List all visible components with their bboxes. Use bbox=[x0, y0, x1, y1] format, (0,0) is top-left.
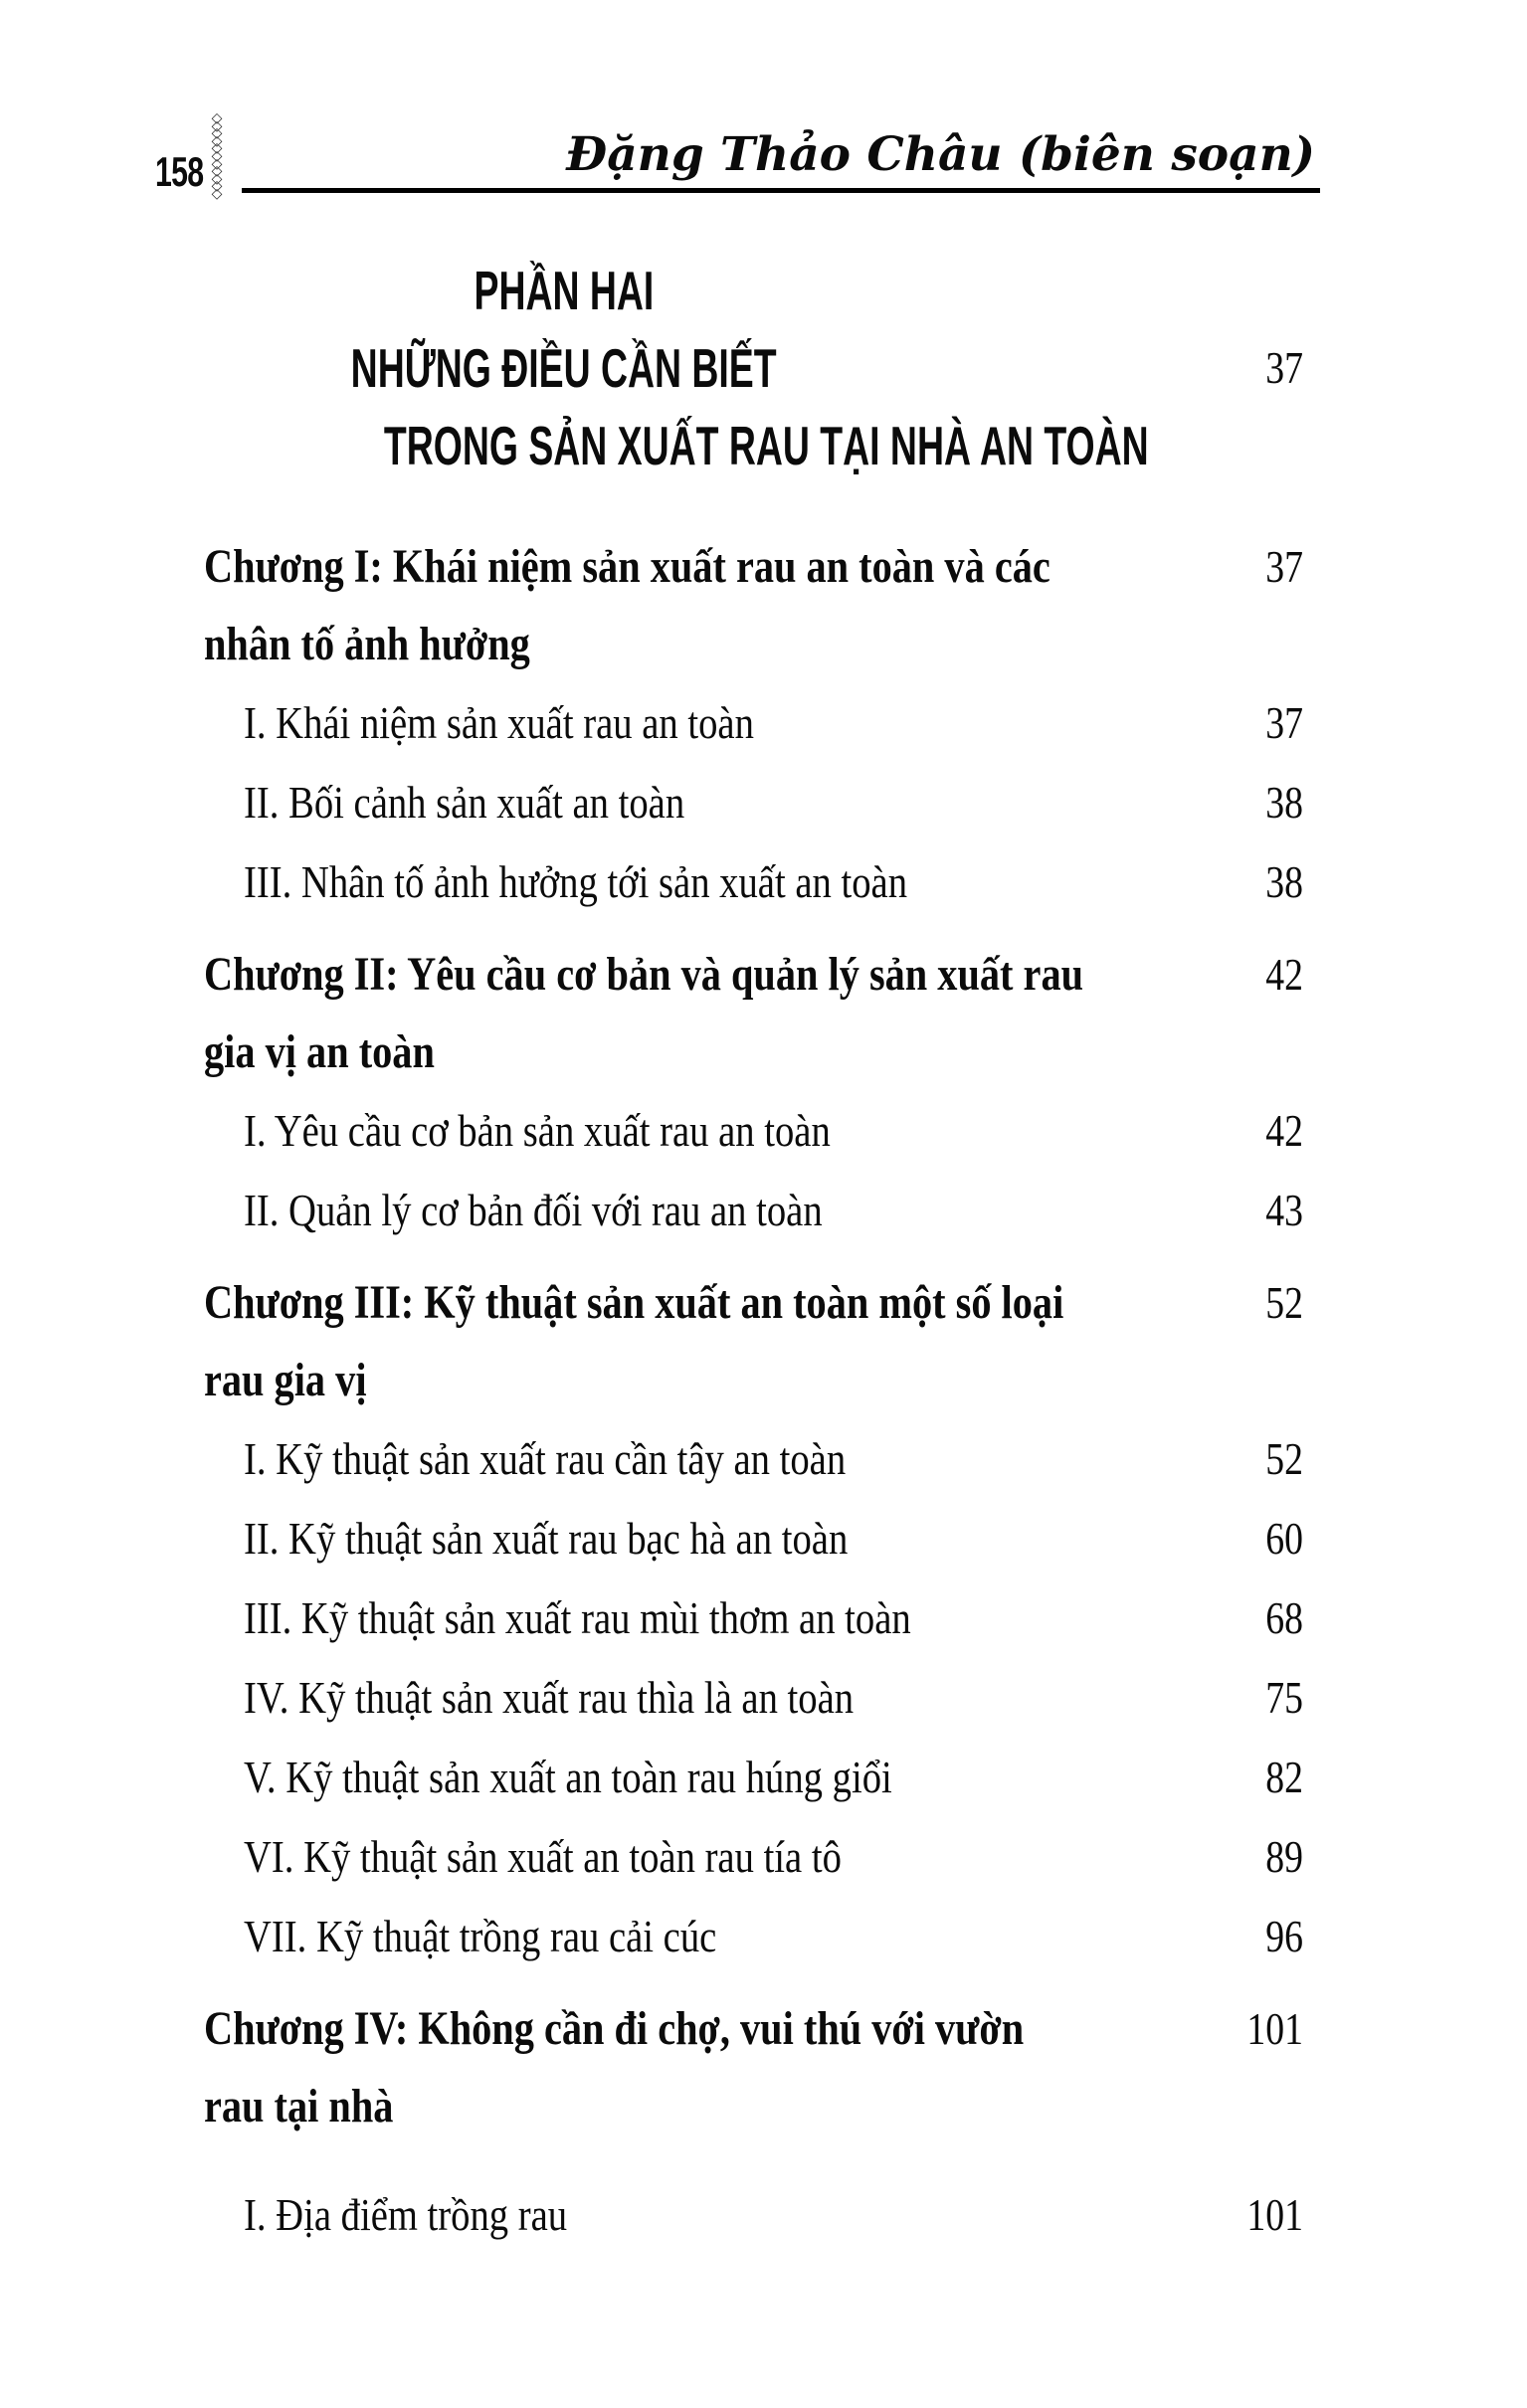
chapter-title bbox=[204, 528, 1194, 683]
page-number: 38 bbox=[1265, 777, 1303, 828]
page-number: 52 bbox=[1265, 1277, 1303, 1328]
toc-item-entry bbox=[204, 1499, 1303, 1578]
toc-item-entry bbox=[204, 842, 1303, 922]
chapter-title-line: Chương IV: Không cần đi chợ, vui thú với vườn bbox=[204, 2002, 1025, 2055]
item-title: II. Kỹ thuật sản xuất rau bạc hà an toàn bbox=[244, 1513, 849, 1564]
toc-item-entry bbox=[204, 1171, 1303, 1250]
chapter-title-line: rau gia vị bbox=[204, 1354, 367, 1406]
table-of-contents bbox=[204, 252, 1303, 2255]
toc-item-entry bbox=[204, 1738, 1303, 1817]
chapter-title-line: Chương III: Kỹ thuật sản xuất an toàn một số loại bbox=[204, 1276, 1064, 1329]
toc-item-entry bbox=[204, 763, 1303, 842]
item-title: V. Kỹ thuật sản xuất an toàn rau húng giổi bbox=[244, 1752, 892, 1802]
part-title bbox=[204, 252, 1149, 484]
running-header-author: Đặng Thảo Châu (biên soạn) bbox=[566, 127, 1315, 182]
page-number: 37 bbox=[1265, 697, 1303, 748]
part-title-line-3: TRONG SẢN XUẤT RAU TẠI NHÀ AN TOÀN bbox=[383, 415, 1149, 476]
page-number: 89 bbox=[1265, 1831, 1303, 1882]
header-rule bbox=[242, 188, 1320, 193]
toc-chapter-entry bbox=[204, 528, 1303, 683]
item-title: I. Kỹ thuật sản xuất rau cần tây an toàn bbox=[244, 1433, 847, 1484]
toc-chapter-entry bbox=[204, 936, 1303, 1091]
toc-item-entry bbox=[204, 1897, 1303, 1976]
toc-chapter-entry bbox=[204, 1264, 1303, 1419]
part-title-line-1: PHẦN HAI bbox=[474, 260, 655, 321]
part-title-row bbox=[204, 252, 1303, 484]
chapter-title-line: gia vị an toàn bbox=[204, 1025, 435, 1078]
item-title: VII. Kỹ thuật trồng rau cải cúc bbox=[244, 1911, 717, 1961]
chapter-title bbox=[204, 1990, 1194, 2145]
page-number: 101 bbox=[1246, 2003, 1303, 2054]
toc-item-entry bbox=[204, 1578, 1303, 1658]
page-number: 37 bbox=[1265, 342, 1303, 393]
page-number: 42 bbox=[1265, 949, 1303, 1000]
toc-item-entry bbox=[204, 1091, 1303, 1171]
diamond-chain-ornament: ◇◇◇◇◇◇◇◇◇◇◇ bbox=[211, 111, 223, 202]
chapter-title-line: rau tại nhà bbox=[204, 2080, 394, 2132]
toc-item-entry bbox=[204, 1658, 1303, 1738]
page-folio-number: 158 bbox=[155, 148, 204, 195]
page-number: 82 bbox=[1265, 1752, 1303, 1802]
item-title: II. Quản lý cơ bản đối với rau an toàn bbox=[244, 1185, 823, 1235]
item-title: I. Khái niệm sản xuất rau an toàn bbox=[244, 697, 754, 748]
page-number: 38 bbox=[1265, 856, 1303, 907]
item-title: III. Nhân tố ảnh hưởng tới sản xuất an toàn bbox=[244, 856, 908, 907]
toc-item-entry bbox=[204, 2175, 1303, 2255]
item-title: II. Bối cảnh sản xuất an toàn bbox=[244, 777, 685, 828]
toc-item-entry bbox=[204, 1419, 1303, 1499]
page-number: 101 bbox=[1246, 2189, 1303, 2240]
toc-chapter-entry bbox=[204, 1990, 1303, 2145]
item-title: VI. Kỹ thuật sản xuất an toàn rau tía tô bbox=[244, 1831, 842, 1882]
chapter-title bbox=[204, 1264, 1194, 1419]
page-number: 52 bbox=[1265, 1433, 1303, 1484]
item-title: IV. Kỹ thuật sản xuất rau thìa là an toàn bbox=[244, 1672, 855, 1723]
page-number: 37 bbox=[1265, 541, 1303, 592]
page-number: 60 bbox=[1265, 1513, 1303, 1564]
item-title: III. Kỹ thuật sản xuất rau mùi thơm an toàn bbox=[244, 1592, 911, 1643]
page-number: 68 bbox=[1265, 1592, 1303, 1643]
chapter-title-line: Chương II: Yêu cầu cơ bản và quản lý sản xuất rau bbox=[204, 948, 1084, 1001]
chapter-title-line: Chương I: Khái niệm sản xuất rau an toàn và các bbox=[204, 540, 1050, 593]
item-title: I. Địa điểm trồng rau bbox=[244, 2189, 568, 2240]
page-number: 96 bbox=[1265, 1911, 1303, 1961]
page-number: 43 bbox=[1265, 1185, 1303, 1235]
item-title: I. Yêu cầu cơ bản sản xuất rau an toàn bbox=[244, 1105, 831, 1156]
chapter-title-line: nhân tố ảnh hưởng bbox=[204, 618, 530, 670]
part-title-line-2: NHỮNG ĐIỀU CẦN BIẾT bbox=[351, 337, 777, 399]
toc-item-entry bbox=[204, 683, 1303, 763]
chapter-title bbox=[204, 936, 1194, 1091]
page-number: 42 bbox=[1265, 1105, 1303, 1156]
toc-item-entry bbox=[204, 1817, 1303, 1897]
page-number: 75 bbox=[1265, 1672, 1303, 1723]
